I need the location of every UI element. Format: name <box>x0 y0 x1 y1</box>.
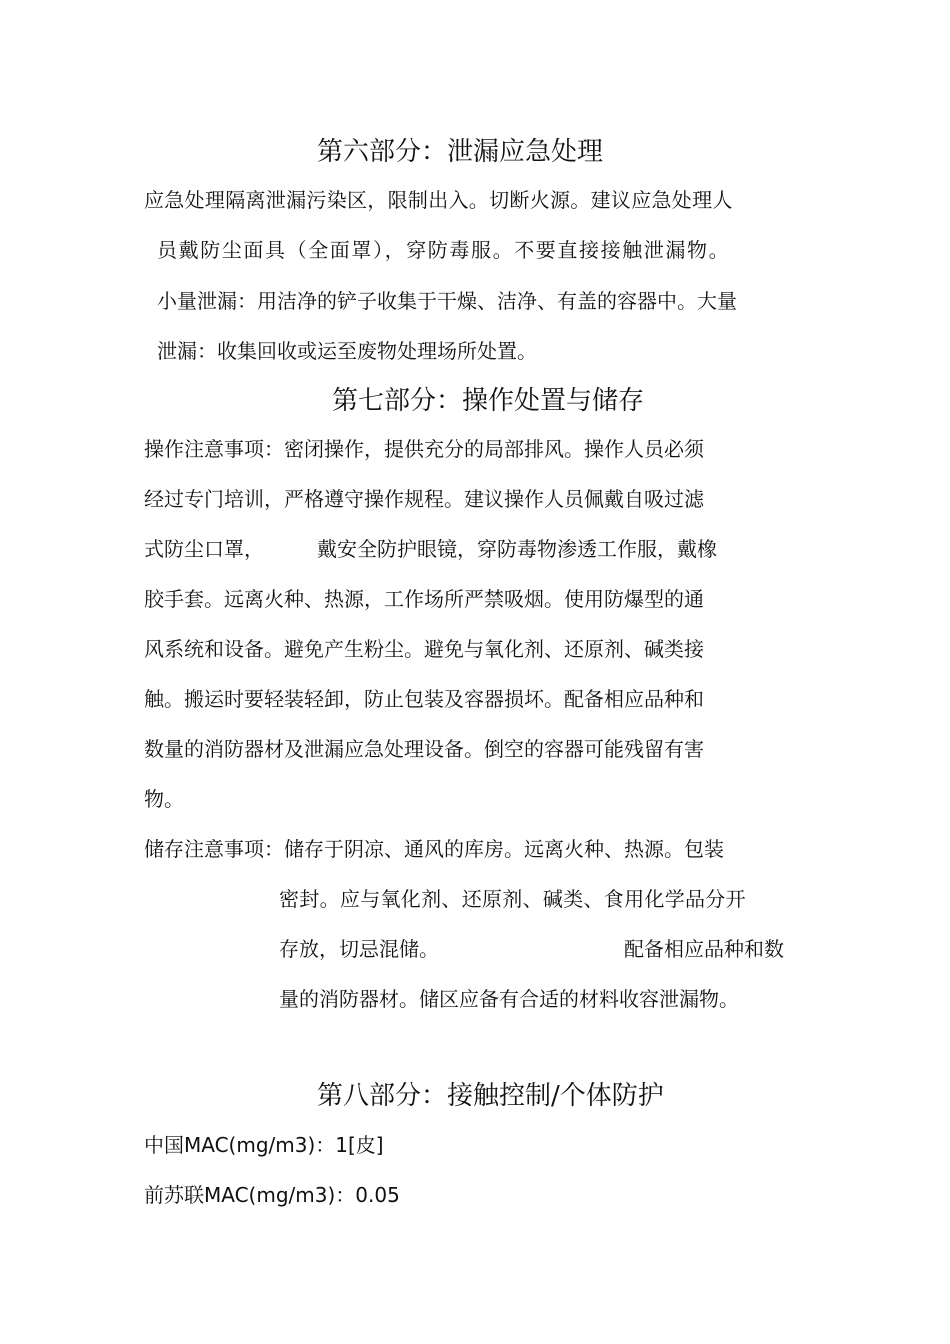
operation-line-1: 操作注意事项：密闭操作，提供充分的局部排风。操作人员必须 <box>144 437 704 461</box>
storage-line-1: 储存注意事项：储存于阴凉、通风的库房。远离火种、热源。包装 <box>144 837 724 861</box>
operation-line-6: 触。搬运时要轻装轻卸，防止包装及容器损坏。配备相应品种和 <box>144 687 704 711</box>
section6-line-2: 员戴防尘面具（全面罩），穿防毒服。不要直接接触泄漏物。 <box>157 238 731 262</box>
operation-line-8: 物。 <box>144 787 184 811</box>
china-mac-line: 中国MAC(mg/m3)：1[皮] <box>144 1133 384 1157</box>
storage-line-2: 密封。应与氧化剂、还原剂、碱类、食用化学品分开 <box>279 887 746 911</box>
section6-line-3: 小量泄漏：用洁净的铲子收集于干燥、洁净、有盖的容器中。大量 <box>157 289 737 313</box>
operation-line-3b: 戴安全防护眼镜，穿防毒物渗透工作服，戴橡 <box>317 537 717 561</box>
section6-line-4: 泄漏：收集回收或运至废物处理场所处置。 <box>157 339 537 363</box>
ussr-mac-line: 前苏联MAC(mg/m3)：0.05 <box>144 1183 400 1207</box>
operation-line-7: 数量的消防器材及泄漏应急处理设备。倒空的容器可能残留有害 <box>144 737 704 761</box>
operation-line-2: 经过专门培训，严格遵守操作规程。建议操作人员佩戴自吸过滤 <box>144 487 704 511</box>
section8-title: 第八部分：接触控制/个体防护 <box>317 1081 664 1111</box>
operation-line-5: 风系统和设备。避免产生粉尘。避免与氧化剂、还原剂、碱类接 <box>144 637 704 661</box>
storage-line-4: 量的消防器材。储区应备有合适的材料收容泄漏物。 <box>279 987 739 1011</box>
section6-line-1: 应急处理隔离泄漏污染区，限制出入。切断火源。建议应急处理人 <box>144 188 733 212</box>
operation-line-4: 胶手套。远离火种、热源，工作场所严禁吸烟。使用防爆型的通 <box>144 587 704 611</box>
storage-line-3a: 存放，切忌混储。 <box>279 937 439 961</box>
storage-line-3b: 配备相应品种和数 <box>624 937 784 961</box>
section7-title: 第七部分：操作处置与储存 <box>332 386 645 416</box>
section6-title: 第六部分：泄漏应急处理 <box>317 137 604 167</box>
operation-line-3a: 式防尘口罩， <box>144 537 264 561</box>
